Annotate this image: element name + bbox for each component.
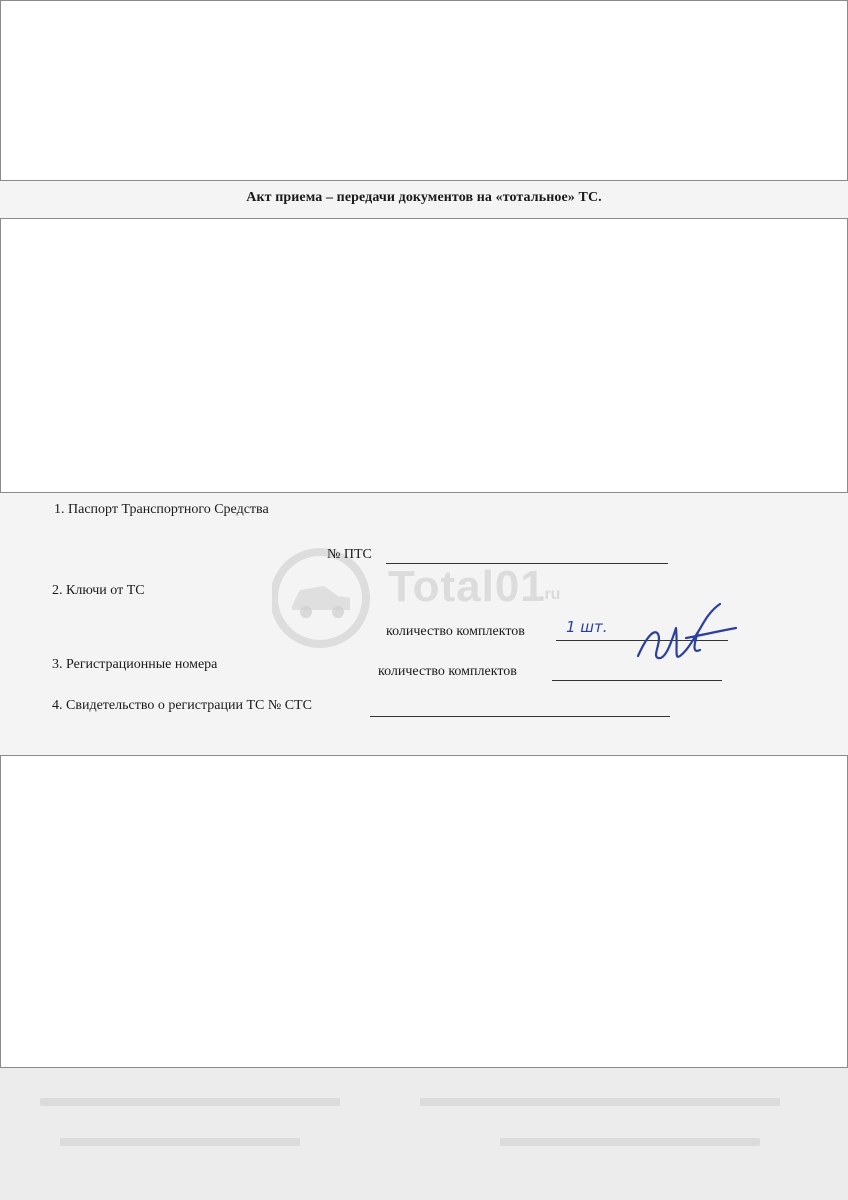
sts-field[interactable] (370, 716, 670, 717)
keys-sets-label: количество комплектов (386, 624, 525, 639)
plates-sets-label: количество комплектов (378, 664, 517, 679)
item-registration-certificate: 4. Свидетельство о регистрации ТС № СТС (52, 698, 312, 713)
document-title: Акт приема – передачи документов на «тотальное» ТС. (246, 190, 602, 205)
item-keys: 2. Ключи от ТС (52, 583, 145, 598)
keys-sets-handwritten: 1 шт. (566, 618, 608, 636)
redacted-block-lower (0, 755, 848, 1068)
bottom-scan-area (0, 1068, 848, 1200)
redacted-block-upper (0, 218, 848, 493)
watermark-text: Total01 (388, 562, 546, 611)
item-plates: 3. Регистрационные номера (52, 657, 218, 672)
signature-icon (628, 598, 748, 668)
item-passport: 1. Паспорт Транспортного Средства (54, 502, 269, 517)
plates-sets-field[interactable] (552, 680, 722, 681)
watermark-suffix: .ru (540, 586, 561, 603)
pts-field[interactable] (386, 563, 668, 564)
redacted-block-top (0, 0, 848, 181)
pts-label: № ПТС (327, 547, 372, 562)
